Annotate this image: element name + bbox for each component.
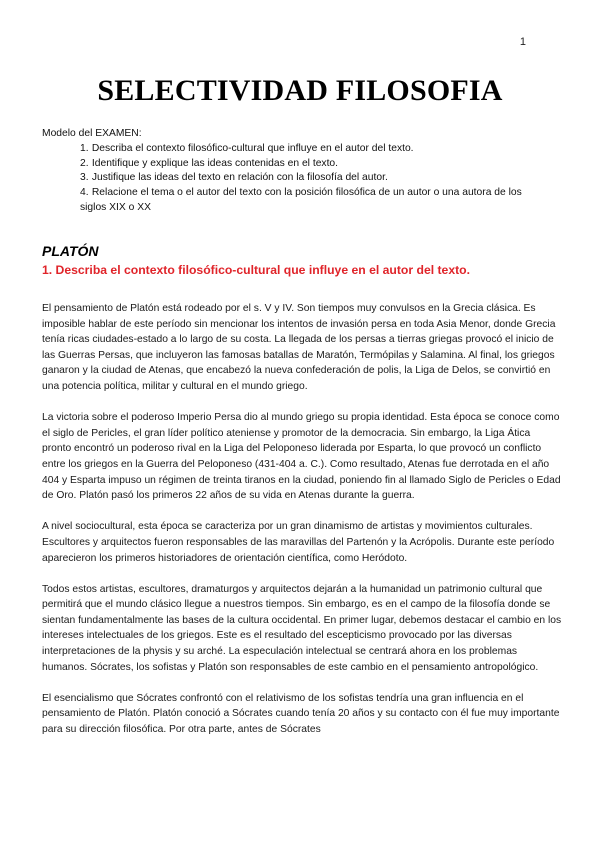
exam-question-text: Relacione el tema o el autor del texto con la posición filosófica de un autor o una autora de los siglos XIX o XX (80, 187, 522, 213)
exam-heading: Modelo del EXAMEN: (42, 128, 142, 139)
exam-question-list (42, 142, 542, 216)
exam-question-text: Justifique las ideas del texto en relación con la filosofía del autor. (91, 172, 388, 184)
exam-question-text: Identifique y explique las ideas contenidas en el texto. (91, 157, 339, 169)
document-title: SELECTIVIDAD FILOSOFIA (97, 74, 503, 107)
exam-question (80, 186, 542, 216)
paragraph: El pensamiento de Platón está rodeado por el s. V y IV. Son tiempos muy convulsos en la Grecia clásica. Es imposible hablar de este período sin mencionar los intentos de invasión persa en toda Asia Menor, donde Grecia tenía ricas ciudades-estado a lo largo de su costa. La llegada de los persas a tierras griegas provocó el inicio de las Guerras Persas, que incluyeron las famosas batallas de Maratón, Termópilas y Salamina. Al final, los griegos ganaron y la ciudad de Atenas, que encabezó la nueva confederación de polis, la Liga de Delos, se convirtió en una potencia política, militar y cultural en el mundo griego. (42, 303, 556, 392)
exam-question (80, 157, 542, 172)
exam-model (42, 127, 542, 216)
exam-question-number: 1. (80, 142, 89, 154)
exam-question-number: 3. (80, 172, 89, 184)
section-title: PLATÓN (42, 243, 99, 259)
paragraph: La victoria sobre el poderoso Imperio Persa dio al mundo griego su propia identidad. Esta época se conoce como el siglo de Pericles, el gran líder político ateniense y promotor de la democracia. Sin embargo, la Liga Ática pronto encontró un poderoso rival en la Liga del Peloponeso liderada por Esparta, lo que provocó un conflicto entre los griegos en la Guerra del Peloponeso (431-404 a. C.). Como resultado, Atenas fue derrotada en el año 404 y Esparta impuso un régimen de treinta tiranos en la ciudad, poniendo fin al llamado Siglo de Pericles o Edad de Oro. Platón pasó los primeros 22 años de su vida en Atenas durante la guerra. (42, 412, 561, 502)
exam-question-text: Describa el contexto filosófico-cultural que influye en el autor del texto. (91, 142, 414, 154)
exam-question (80, 171, 542, 186)
paragraph: A nivel sociocultural, esta época se caracteriza por un gran dinamismo de artistas y movimientos culturales. Escultores y arquitectos fueron responsables de las maravillas del Partenón y la Acrópolis. Durante este período aparecieron los primeros historiadores de orientación científica, como Heródoto. (42, 521, 555, 564)
body-text (42, 301, 562, 753)
paragraph: El esencialismo que Sócrates confrontó con el relativismo de los sofistas tendría una gran influencia en el pensamiento de Platón. Platón conoció a Sócrates cuando tenía 20 años y su contacto con él fue muy importante para su dirección filosófica. Por otra parte, antes de Sócrates (42, 692, 560, 736)
section-subtitle: 1. Describa el contexto filosófico-cultural que influye en el autor del texto. (42, 263, 471, 277)
paragraph: Todos estos artistas, escultores, dramaturgos y arquitectos dejarán a la humanidad un patrimonio cultural que permitirá que el mundo clásico llegue a nuestros tiempos. Sin embargo, es en el campo de la filosofía donde se sientan fundamentalmente las bases de la cultura occidental. En primer lugar, debemos destacar el cambio en los intereses intelectuales de los griegos. Este es el resultado del escepticismo provocado por las diversas interpretaciones de la physis y su arché. La especulación intelectual se centrará ahora en los problemas humanos. Sócrates, los sofistas y Platón son responsables de este cambio en el pensamiento antropológico. (42, 583, 562, 673)
exam-question-number: 4. (80, 187, 89, 199)
page-number: 1 (519, 36, 526, 48)
exam-question-number: 2. (80, 157, 89, 169)
exam-question (80, 142, 542, 157)
